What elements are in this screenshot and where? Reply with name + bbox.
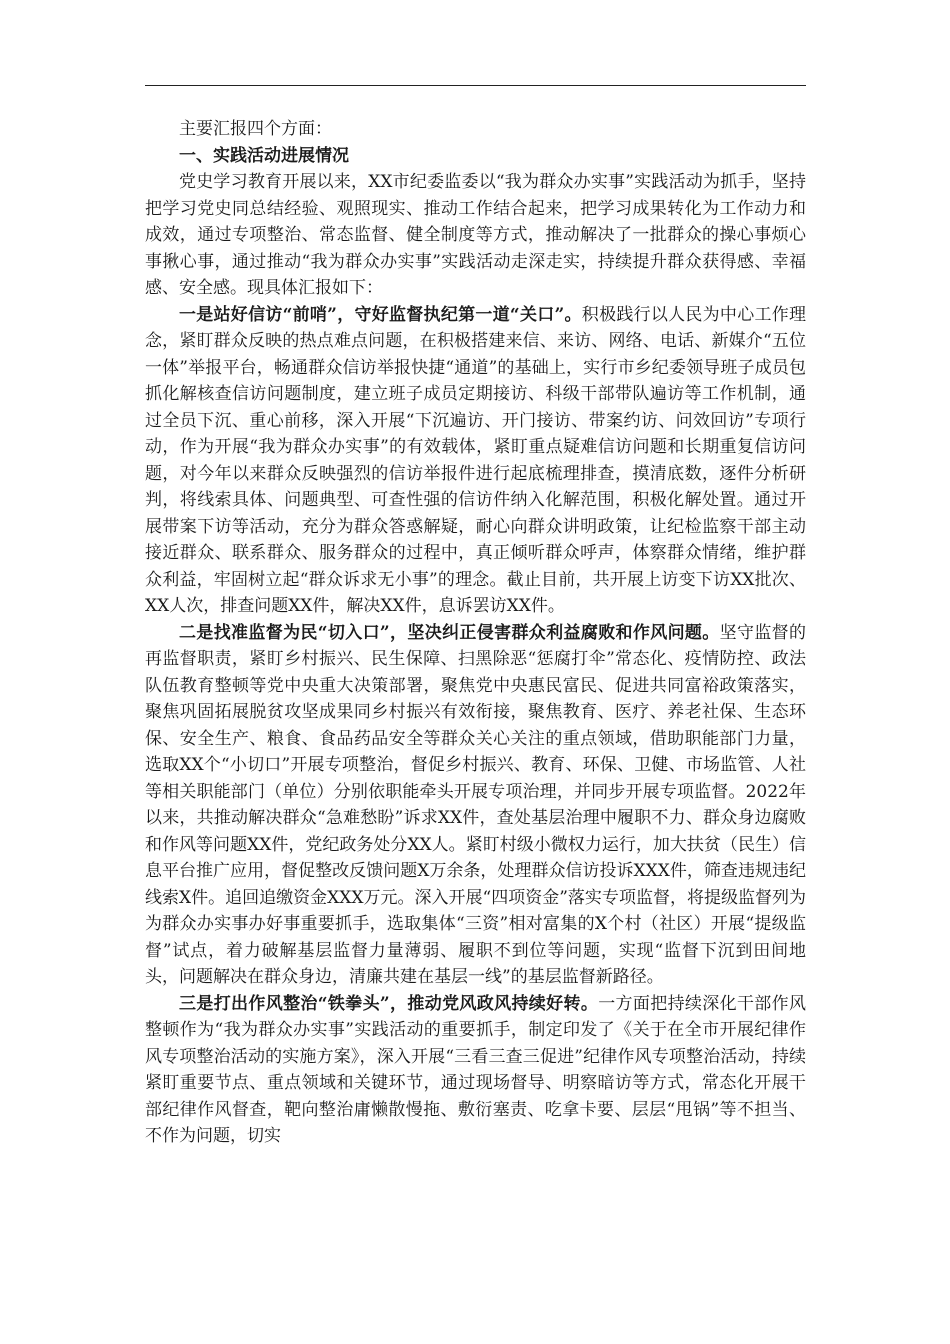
intro-line: 主要汇报四个方面： [179,119,332,139]
section-heading: 一、实践活动进展情况 [179,145,349,166]
paragraph-item-3 [145,991,806,1150]
item-3-lead: 三是打出作风整治“铁拳头”，推动党风政风持续好转。 [179,993,599,1014]
item-1-body: 积极践行以人民为中心工作理念，紧盯群众反映的热点难点问题，在积极搭建来信、来访、网络、电话、新媒介“五位一体”举报平台，畅通群众信访举报快捷“通道”的基础上，实行市乡纪委领导班子成员包抓化解核查信访问题制度，建立班子成员定期接访、科级干部带队遍访等工作机制，通过全员下沉、重心前移，深入开展“下沉遍访、开门接访、带案约访、问效回访”专项行动，作为开展“我为群众办实事”的有效载体，紧盯重点疑难信访问题和长期重复信访问题，对今年以来群众反映强烈的信访举报件进行起底梳理排查，摸清底数，逐件分析研判，将线索具体、问题典型、可查性强的信访件纳入化解范围，积极化解处置。通过开展带案下访等活动，充分为群众答惑解疑，耐心向群众讲明政策，让纪检监察干部主动接近群众、联系群众、服务群众的过程中，真正倾听群众呼声，体察群众情绪，维护群众利益，牢固树立起“群众诉求无小事”的理念。截止目前，共开展上访变下访XX批次、XX人次，排查问题XX件，解决XX件，息诉罢访XX件。 [145,304,806,616]
item-1-lead: 一是站好信访“前哨”，守好监督执纪第一道“关口”。 [179,304,582,325]
item-2-lead: 二是找准监督为民“切入口”，坚决纠正侵害群众利益腐败和作风问题。 [179,622,720,643]
paragraph-overview: 党史学习教育开展以来，XX市纪委监委以“我为群众办实事”实践活动为抓手，坚持把学习党史同总结经验、观照现实、推动工作结合起来，把学习成果转化为工作动力和成效，通过专项整治、常态监督、健全制度等方式，推动解决了一批群众的操心事烦心事揪心事，通过推动“我为群众办实事”实践活动走深走实，持续提升群众获得感、幸福感、安全感。现具体汇报如下： [145,172,806,298]
document-body [145,116,806,1150]
header-rule [145,85,806,86]
paragraph-item-1 [145,302,806,620]
item-3-body: 一方面把持续深化干部作风整顿作为“我为群众办实事”实践活动的重要抓手，制定印发了《关于在全市开展纪律作风专项整治活动的实施方案》，深入开展“三看三查三促进”纪律作风专项整治活动，持续紧盯重要节点、重点领域和关键环节，通过现场督导、明察暗访等方式，常态化开展干部纪律作风督查，靶向整治庸懒散慢拖、敷衍塞责、吃拿卡要、层层“甩锅”等不担当、不作为问题，切实 [145,993,807,1146]
item-2-body: 坚守监督的再监督职责，紧盯乡村振兴、民生保障、扫黑除恶“惩腐打伞”常态化、疫情防控、政法队伍教育整顿等党中央重大决策部署，聚焦党中央惠民富民、促进共同富裕政策落实，聚焦巩固拓展脱贫攻坚成果同乡村振兴有效衔接，聚焦教育、医疗、养老社保、生态环保、安全生产、粮食、食品药品安全等群众关心关注的重点领域，借助职能部门力量，选取XX个“小切口”开展专项整治，督促乡村振兴、教育、环保、卫健、市场监管、人社等相关职能部门（单位）分别依职能牵头开展专项治理，并同步开展专项监督。2022年以来，共推动解决群众“急难愁盼”诉求XX件，查处基层治理中履职不力、群众身边腐败和作风等问题XX件，党纪政务处分XX人。紧盯村级小微权力运行，加大扶贫（民生）信息平台推广应用，督促整改反馈问题X万余条，处理群众信访投诉XXX件，筛查违规违纪线索X件。追回追缴资金XXX万元。深入开展“四项资金”落实专项监督，将提级监督列为为群众办实事办好事重要抓手，选取集体“三资”相对富集的X个村（社区）开展“提级监督”试点，着力破解基层监督力量薄弱、履职不到位等问题，实现“监督下沉到田间地头，问题解决在群众身边，清廉共建在基层一线”的基层监督新路径。 [145,622,807,987]
paragraph-item-2 [145,620,806,991]
